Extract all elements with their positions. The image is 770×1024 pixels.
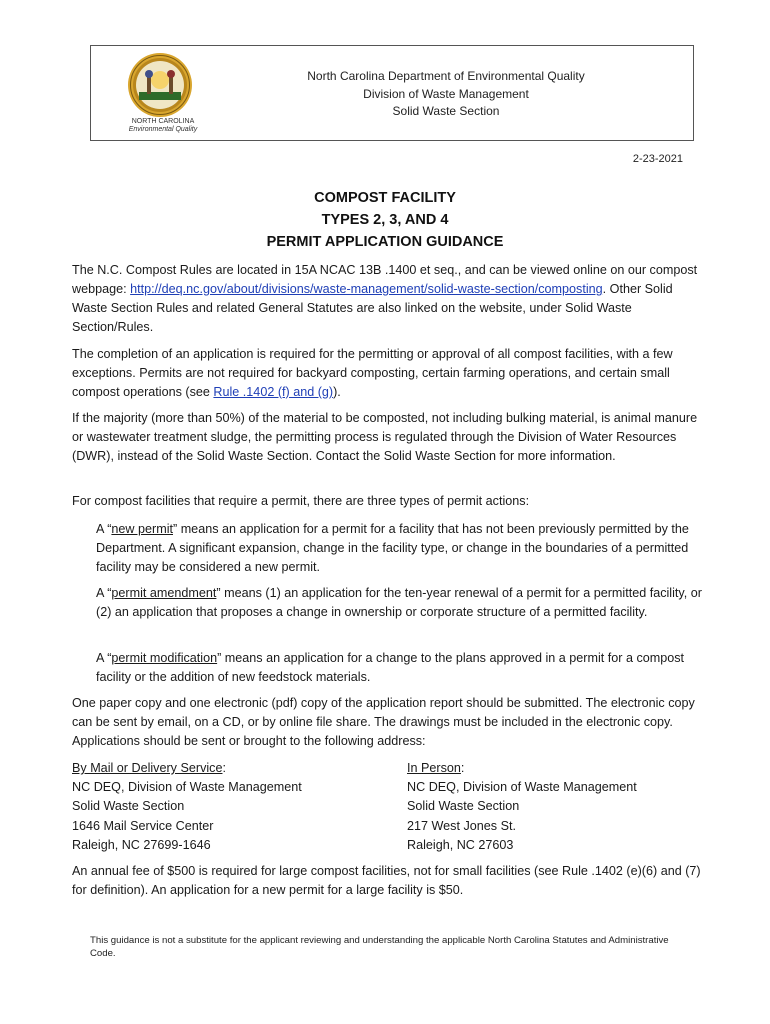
paragraph-submission: One paper copy and one electronic (pdf) copy of the application report should be submitted. The electronic copy can be sent by email, on a CD, or by online file share. The drawings must be included in the electronic copy. Applications should be sent or brought to the following address: [72,696,695,748]
compost-webpage-link[interactable]: http://deq.nc.gov/about/divisions/waste-management/solid-waste-section/composting [130,282,603,296]
definition-new-permit: A “new permit” means an application for a permit for a facility that has not been previously permitted by the Department. A significant expansion, change in the facility type, or change in the boundaries of a permitted facility may be considered a new permit. [96,522,689,574]
document-date: 2-23-2021 [632,153,683,165]
definition-permit-modification: A “permit modification” means an application for a change to the plans approved in a permit for a compost facility or the addition of new feedstock materials. [96,651,685,684]
division-name: Division of Waste Management [363,86,529,101]
in-person-heading: In Person [407,761,461,775]
term-permit-modification: permit modification [111,651,218,665]
definition-permit-amendment: A “permit amendment” means (1) an application for the ten-year renewal of a permit for a permitted facility, or (2) an application that proposes a change in ownership or corporate structure of a permitted facility. [96,586,702,619]
brand-name: NORTH CAROLINA [131,118,195,125]
brand-tagline: Environmental Quality [128,126,198,133]
rule-1402-link[interactable]: Rule .1402 (f) and (g) [213,385,334,399]
mail-address: By Mail or Delivery Service: NC DEQ, Division of Waste Management Solid Waste Section 1646 Mail Service Center Raleigh, NC 27699-1646 [72,761,302,852]
paragraph-application-required: The completion of an application is required for the permitting or approval of all compost facilities, with a few exceptions. Permits are not required for backyard composting, certain farming operations, and certain small compost operations (see Rule .1402 (f) and (g)). [72,347,673,399]
paragraph-permit-types-intro: For compost facilities that require a permit, there are three types of permit actions: [72,494,530,508]
title-line-2: TYPES 2, 3, AND 4 [321,212,449,228]
footer-disclaimer: This guidance is not a substitute for the applicant reviewing and understanding the applicable North Carolina Statutes and Administrative Code. [90,935,669,959]
mail-heading: By Mail or Delivery Service [72,761,223,775]
agency-name: North Carolina Department of Environmental Quality [307,69,585,83]
term-permit-amendment: permit amendment [111,586,217,600]
in-person-address: In Person: NC DEQ, Division of Waste Management Solid Waste Section 217 West Jones St. Raleigh, NC 27603 [407,761,637,852]
paragraph-dwr: If the majority (more than 50%) of the material to be composted, not including bulking material, is animal manure or wastewater treatment sludge, the permitting process is regulated through the Division of Water Resources (DWR), instead of the Solid Waste Section. Contact the Solid Waste Section for more information. [72,411,698,463]
section-name: Solid Waste Section [392,104,500,118]
letterhead-box [90,45,694,141]
deq-logo [113,52,213,138]
title-line-1: COMPOST FACILITY [314,190,456,206]
title-line-3: PERMIT APPLICATION GUIDANCE [266,234,504,250]
paragraph-fees: An annual fee of $500 is required for large compost facilities, not for small facilities (see Rule .1402 (e)(6) and (7) for definition). An application for a new permit for a large facility is $50. [72,864,701,897]
document-title [0,187,770,253]
term-new-permit: new permit [111,522,173,536]
paragraph-compost-rules: The N.C. Compost Rules are located in 15A NCAC 13B .1400 et seq., and can be viewed online on our compost webpage: http://deq.nc.gov/about/divisions/waste-management/solid-waste-section/composting. Other Solid Waste Section Rules and related General Statutes are also linked on the website, under Solid Waste Section/Rules. [72,263,698,334]
nc-state-seal-icon [127,52,193,118]
agency-block [281,68,611,121]
